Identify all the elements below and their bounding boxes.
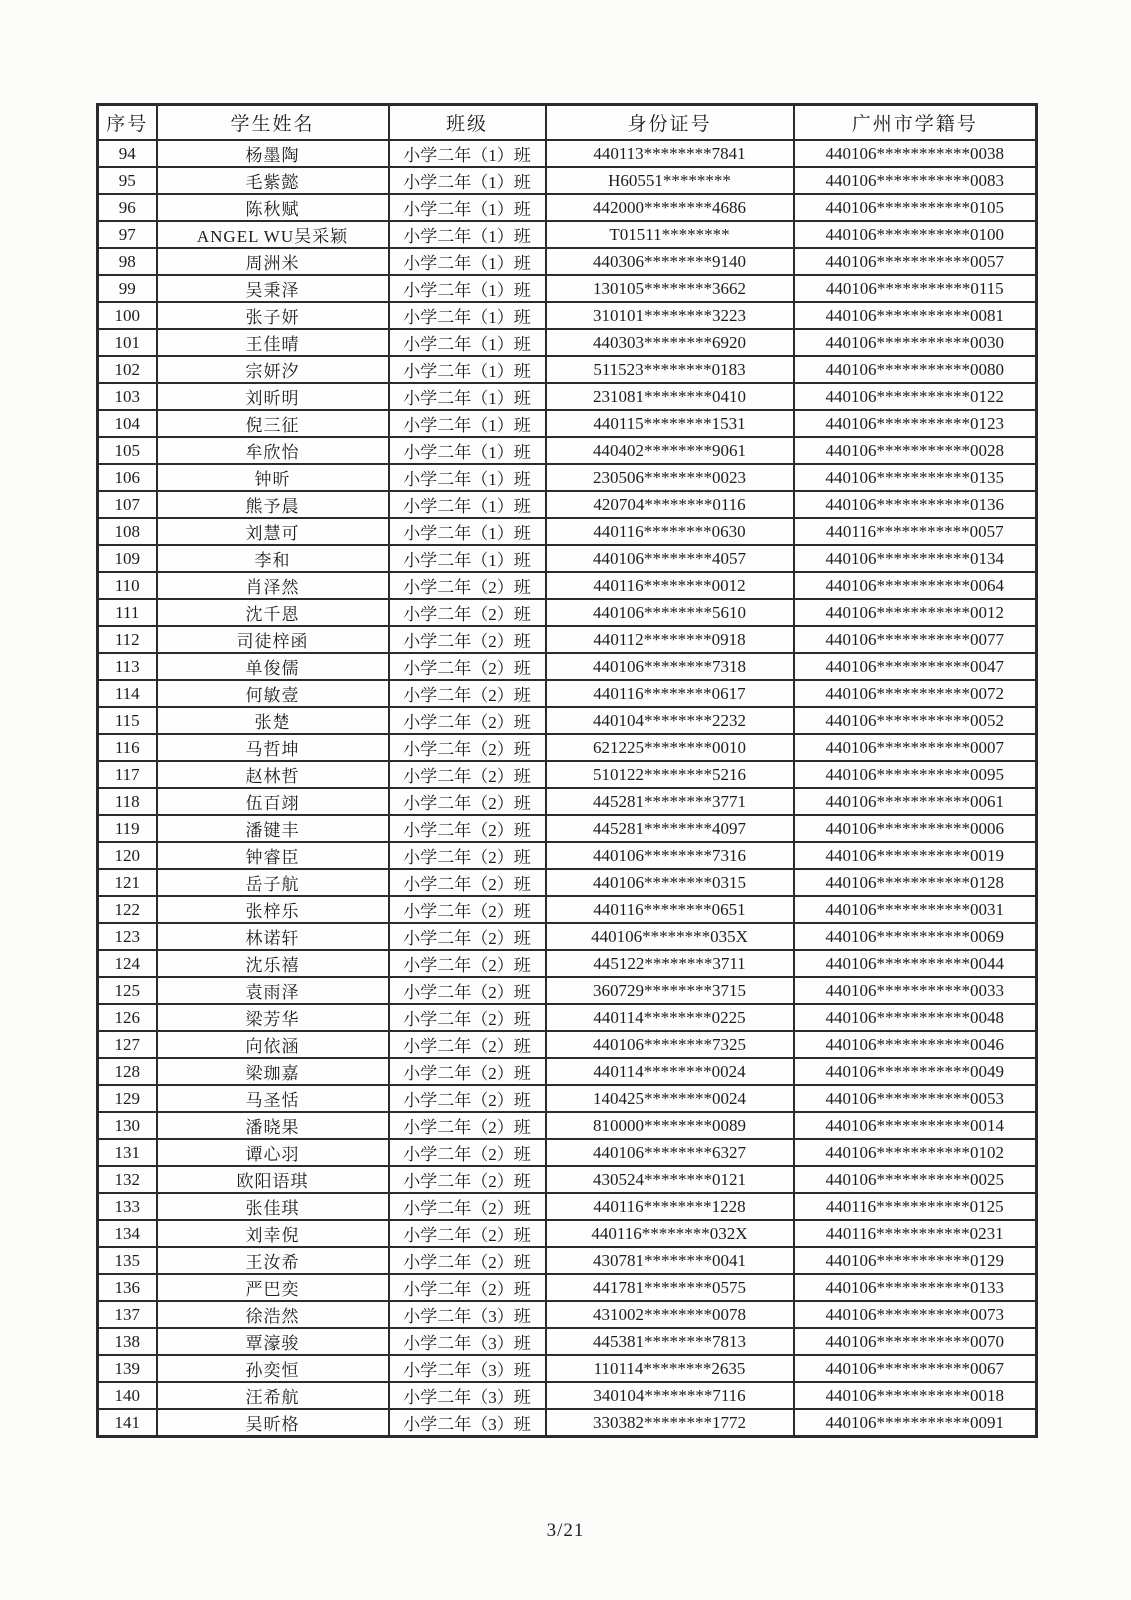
cell-student_number: 440106***********0091 bbox=[794, 1409, 1037, 1437]
cell-student_number: 440106***********0080 bbox=[794, 356, 1037, 383]
cell-id_number: 310101********3223 bbox=[546, 302, 794, 329]
cell-student_number: 440106***********0077 bbox=[794, 626, 1037, 653]
cell-student_number: 440106***********0069 bbox=[794, 923, 1037, 950]
cell-class_name: 小学二年（1）班 bbox=[389, 140, 546, 167]
cell-class_name: 小学二年（2）班 bbox=[389, 1193, 546, 1220]
cell-name: 宗妍汐 bbox=[157, 356, 389, 383]
cell-name: 司徒梓函 bbox=[157, 626, 389, 653]
cell-class_name: 小学二年（2）班 bbox=[389, 734, 546, 761]
cell-id_number: 445122********3711 bbox=[546, 950, 794, 977]
table-row bbox=[98, 626, 1037, 653]
cell-seq: 133 bbox=[98, 1193, 157, 1220]
table-row bbox=[98, 923, 1037, 950]
cell-id_number: 420704********0116 bbox=[546, 491, 794, 518]
cell-name: 袁雨泽 bbox=[157, 977, 389, 1004]
cell-name: 孙奕恒 bbox=[157, 1355, 389, 1382]
cell-student_number: 440106***********0128 bbox=[794, 869, 1037, 896]
cell-id_number: 340104********7116 bbox=[546, 1382, 794, 1409]
cell-class_name: 小学二年（3）班 bbox=[389, 1355, 546, 1382]
cell-seq: 139 bbox=[98, 1355, 157, 1382]
cell-student_number: 440106***********0007 bbox=[794, 734, 1037, 761]
cell-class_name: 小学二年（2）班 bbox=[389, 653, 546, 680]
cell-seq: 100 bbox=[98, 302, 157, 329]
cell-name: 伍百翊 bbox=[157, 788, 389, 815]
cell-name: 牟欣怡 bbox=[157, 437, 389, 464]
cell-seq: 120 bbox=[98, 842, 157, 869]
cell-seq: 138 bbox=[98, 1328, 157, 1355]
cell-student_number: 440106***********0070 bbox=[794, 1328, 1037, 1355]
table-row bbox=[98, 302, 1037, 329]
cell-student_number: 440106***********0083 bbox=[794, 167, 1037, 194]
cell-class_name: 小学二年（2）班 bbox=[389, 1058, 546, 1085]
cell-seq: 103 bbox=[98, 383, 157, 410]
cell-class_name: 小学二年（2）班 bbox=[389, 923, 546, 950]
cell-student_number: 440106***********0072 bbox=[794, 680, 1037, 707]
cell-student_number: 440106***********0018 bbox=[794, 1382, 1037, 1409]
cell-seq: 104 bbox=[98, 410, 157, 437]
cell-class_name: 小学二年（2）班 bbox=[389, 842, 546, 869]
cell-seq: 124 bbox=[98, 950, 157, 977]
cell-student_number: 440106***********0053 bbox=[794, 1085, 1037, 1112]
cell-class_name: 小学二年（2）班 bbox=[389, 788, 546, 815]
cell-student_number: 440106***********0033 bbox=[794, 977, 1037, 1004]
table-row bbox=[98, 140, 1037, 167]
cell-name: 向依涵 bbox=[157, 1031, 389, 1058]
cell-student_number: 440106***********0067 bbox=[794, 1355, 1037, 1382]
cell-seq: 111 bbox=[98, 599, 157, 626]
cell-id_number: 445381********7813 bbox=[546, 1328, 794, 1355]
cell-seq: 112 bbox=[98, 626, 157, 653]
cell-class_name: 小学二年（1）班 bbox=[389, 464, 546, 491]
cell-student_number: 440106***********0047 bbox=[794, 653, 1037, 680]
cell-id_number: 440116********1228 bbox=[546, 1193, 794, 1220]
cell-name: 单俊儒 bbox=[157, 653, 389, 680]
cell-class_name: 小学二年（1）班 bbox=[389, 329, 546, 356]
table-header-row bbox=[98, 105, 1037, 141]
table-row bbox=[98, 680, 1037, 707]
cell-id_number: 440106********5610 bbox=[546, 599, 794, 626]
cell-class_name: 小学二年（2）班 bbox=[389, 1004, 546, 1031]
cell-student_number: 440106***********0135 bbox=[794, 464, 1037, 491]
cell-class_name: 小学二年（2）班 bbox=[389, 950, 546, 977]
table-row bbox=[98, 356, 1037, 383]
cell-class_name: 小学二年（2）班 bbox=[389, 977, 546, 1004]
cell-seq: 110 bbox=[98, 572, 157, 599]
cell-id_number: 440402********9061 bbox=[546, 437, 794, 464]
cell-id_number: 440116********0012 bbox=[546, 572, 794, 599]
cell-id_number: 621225********0010 bbox=[546, 734, 794, 761]
cell-id_number: 440106********0315 bbox=[546, 869, 794, 896]
table-row bbox=[98, 275, 1037, 302]
cell-id_number: 440306********9140 bbox=[546, 248, 794, 275]
cell-student_number: 440106***********0048 bbox=[794, 1004, 1037, 1031]
cell-id_number: 442000********4686 bbox=[546, 194, 794, 221]
cell-name: 严巴奕 bbox=[157, 1274, 389, 1301]
table-row bbox=[98, 1301, 1037, 1328]
cell-name: 倪三征 bbox=[157, 410, 389, 437]
cell-seq: 128 bbox=[98, 1058, 157, 1085]
cell-id_number: 440113********7841 bbox=[546, 140, 794, 167]
table-row bbox=[98, 572, 1037, 599]
cell-class_name: 小学二年（2）班 bbox=[389, 680, 546, 707]
cell-id_number: 440106********6327 bbox=[546, 1139, 794, 1166]
cell-id_number: 440104********2232 bbox=[546, 707, 794, 734]
cell-name: 肖泽然 bbox=[157, 572, 389, 599]
cell-seq: 102 bbox=[98, 356, 157, 383]
cell-id_number: 230506********0023 bbox=[546, 464, 794, 491]
cell-name: 王汝希 bbox=[157, 1247, 389, 1274]
table-row bbox=[98, 761, 1037, 788]
cell-name: 欧阳语琪 bbox=[157, 1166, 389, 1193]
table-row bbox=[98, 1112, 1037, 1139]
cell-class_name: 小学二年（2）班 bbox=[389, 1166, 546, 1193]
cell-seq: 115 bbox=[98, 707, 157, 734]
table-row bbox=[98, 491, 1037, 518]
cell-seq: 114 bbox=[98, 680, 157, 707]
cell-id_number: 430524********0121 bbox=[546, 1166, 794, 1193]
cell-class_name: 小学二年（1）班 bbox=[389, 410, 546, 437]
cell-student_number: 440106***********0134 bbox=[794, 545, 1037, 572]
cell-name: 钟睿臣 bbox=[157, 842, 389, 869]
cell-seq: 141 bbox=[98, 1409, 157, 1437]
cell-name: 张楚 bbox=[157, 707, 389, 734]
cell-student_number: 440106***********0052 bbox=[794, 707, 1037, 734]
cell-seq: 135 bbox=[98, 1247, 157, 1274]
cell-class_name: 小学二年（2）班 bbox=[389, 1031, 546, 1058]
cell-seq: 97 bbox=[98, 221, 157, 248]
cell-class_name: 小学二年（2）班 bbox=[389, 1220, 546, 1247]
cell-seq: 136 bbox=[98, 1274, 157, 1301]
cell-id_number: 440116********0617 bbox=[546, 680, 794, 707]
table-row bbox=[98, 545, 1037, 572]
table-row bbox=[98, 599, 1037, 626]
cell-class_name: 小学二年（1）班 bbox=[389, 248, 546, 275]
cell-class_name: 小学二年（2）班 bbox=[389, 599, 546, 626]
cell-seq: 119 bbox=[98, 815, 157, 842]
table-row bbox=[98, 1193, 1037, 1220]
cell-name: 沈乐禧 bbox=[157, 950, 389, 977]
table-row bbox=[98, 329, 1037, 356]
cell-id_number: 510122********5216 bbox=[546, 761, 794, 788]
cell-name: 潘晓果 bbox=[157, 1112, 389, 1139]
header-class: 班级 bbox=[389, 105, 546, 141]
cell-id_number: 440115********1531 bbox=[546, 410, 794, 437]
table-row bbox=[98, 1355, 1037, 1382]
table-row bbox=[98, 1328, 1037, 1355]
cell-student_number: 440116***********0057 bbox=[794, 518, 1037, 545]
cell-name: 赵林哲 bbox=[157, 761, 389, 788]
cell-seq: 122 bbox=[98, 896, 157, 923]
cell-name: 钟昕 bbox=[157, 464, 389, 491]
cell-student_number: 440106***********0019 bbox=[794, 842, 1037, 869]
cell-seq: 116 bbox=[98, 734, 157, 761]
cell-student_number: 440106***********0044 bbox=[794, 950, 1037, 977]
table-row bbox=[98, 653, 1037, 680]
cell-seq: 131 bbox=[98, 1139, 157, 1166]
table-row bbox=[98, 1220, 1037, 1247]
cell-seq: 98 bbox=[98, 248, 157, 275]
cell-name: 覃濠骏 bbox=[157, 1328, 389, 1355]
cell-id_number: 440106********7325 bbox=[546, 1031, 794, 1058]
cell-class_name: 小学二年（1）班 bbox=[389, 167, 546, 194]
cell-id_number: 430781********0041 bbox=[546, 1247, 794, 1274]
cell-id_number: 440112********0918 bbox=[546, 626, 794, 653]
cell-class_name: 小学二年（3）班 bbox=[389, 1409, 546, 1437]
cell-id_number: 441781********0575 bbox=[546, 1274, 794, 1301]
cell-id_number: 231081********0410 bbox=[546, 383, 794, 410]
cell-class_name: 小学二年（1）班 bbox=[389, 356, 546, 383]
cell-student_number: 440116***********0125 bbox=[794, 1193, 1037, 1220]
cell-id_number: T01511******** bbox=[546, 221, 794, 248]
cell-seq: 105 bbox=[98, 437, 157, 464]
cell-seq: 96 bbox=[98, 194, 157, 221]
table-row bbox=[98, 1085, 1037, 1112]
table-row bbox=[98, 248, 1037, 275]
cell-student_number: 440106***********0073 bbox=[794, 1301, 1037, 1328]
cell-seq: 107 bbox=[98, 491, 157, 518]
cell-class_name: 小学二年（3）班 bbox=[389, 1328, 546, 1355]
cell-id_number: H60551******** bbox=[546, 167, 794, 194]
cell-student_number: 440106***********0115 bbox=[794, 275, 1037, 302]
cell-student_number: 440106***********0046 bbox=[794, 1031, 1037, 1058]
cell-id_number: 360729********3715 bbox=[546, 977, 794, 1004]
cell-student_number: 440106***********0102 bbox=[794, 1139, 1037, 1166]
cell-student_number: 440106***********0133 bbox=[794, 1274, 1037, 1301]
cell-seq: 129 bbox=[98, 1085, 157, 1112]
cell-name: 毛紫懿 bbox=[157, 167, 389, 194]
cell-name: 杨墨陶 bbox=[157, 140, 389, 167]
cell-name: 岳子航 bbox=[157, 869, 389, 896]
table-row bbox=[98, 1274, 1037, 1301]
cell-class_name: 小学二年（1）班 bbox=[389, 275, 546, 302]
cell-seq: 130 bbox=[98, 1112, 157, 1139]
cell-name: 周洲米 bbox=[157, 248, 389, 275]
table-row bbox=[98, 869, 1037, 896]
cell-student_number: 440106***********0064 bbox=[794, 572, 1037, 599]
table-row bbox=[98, 221, 1037, 248]
table-row bbox=[98, 707, 1037, 734]
table-row bbox=[98, 842, 1037, 869]
cell-seq: 140 bbox=[98, 1382, 157, 1409]
cell-seq: 137 bbox=[98, 1301, 157, 1328]
cell-student_number: 440106***********0030 bbox=[794, 329, 1037, 356]
cell-name: 潘键丰 bbox=[157, 815, 389, 842]
cell-seq: 121 bbox=[98, 869, 157, 896]
cell-seq: 95 bbox=[98, 167, 157, 194]
cell-name: 梁芳华 bbox=[157, 1004, 389, 1031]
cell-id_number: 330382********1772 bbox=[546, 1409, 794, 1437]
cell-id_number: 511523********0183 bbox=[546, 356, 794, 383]
cell-id_number: 440106********7316 bbox=[546, 842, 794, 869]
cell-id_number: 810000********0089 bbox=[546, 1112, 794, 1139]
cell-name: 谭心羽 bbox=[157, 1139, 389, 1166]
cell-id_number: 440303********6920 bbox=[546, 329, 794, 356]
cell-seq: 109 bbox=[98, 545, 157, 572]
cell-name: 李和 bbox=[157, 545, 389, 572]
cell-id_number: 440116********0651 bbox=[546, 896, 794, 923]
cell-class_name: 小学二年（2）班 bbox=[389, 1247, 546, 1274]
cell-name: 刘慧可 bbox=[157, 518, 389, 545]
cell-seq: 134 bbox=[98, 1220, 157, 1247]
cell-id_number: 440114********0024 bbox=[546, 1058, 794, 1085]
cell-class_name: 小学二年（2）班 bbox=[389, 896, 546, 923]
cell-name: 林诺轩 bbox=[157, 923, 389, 950]
cell-student_number: 440106***********0028 bbox=[794, 437, 1037, 464]
cell-seq: 108 bbox=[98, 518, 157, 545]
table-row bbox=[98, 1004, 1037, 1031]
cell-class_name: 小学二年（2）班 bbox=[389, 1139, 546, 1166]
cell-class_name: 小学二年（2）班 bbox=[389, 1274, 546, 1301]
cell-class_name: 小学二年（3）班 bbox=[389, 1301, 546, 1328]
table-row bbox=[98, 194, 1037, 221]
table-row bbox=[98, 1382, 1037, 1409]
cell-name: 刘幸倪 bbox=[157, 1220, 389, 1247]
cell-student_number: 440106***********0038 bbox=[794, 140, 1037, 167]
table-row bbox=[98, 734, 1037, 761]
table-row bbox=[98, 464, 1037, 491]
cell-id_number: 440116********0630 bbox=[546, 518, 794, 545]
cell-seq: 118 bbox=[98, 788, 157, 815]
cell-seq: 132 bbox=[98, 1166, 157, 1193]
cell-name: 王佳晴 bbox=[157, 329, 389, 356]
table-row bbox=[98, 788, 1037, 815]
cell-name: 陈秋赋 bbox=[157, 194, 389, 221]
cell-student_number: 440106***********0095 bbox=[794, 761, 1037, 788]
cell-name: ANGEL WU吴采颖 bbox=[157, 221, 389, 248]
cell-student_number: 440106***********0081 bbox=[794, 302, 1037, 329]
cell-seq: 94 bbox=[98, 140, 157, 167]
cell-class_name: 小学二年（1）班 bbox=[389, 221, 546, 248]
table-row bbox=[98, 1058, 1037, 1085]
table-row bbox=[98, 896, 1037, 923]
header-id-number: 身份证号 bbox=[546, 105, 794, 141]
cell-student_number: 440106***********0105 bbox=[794, 194, 1037, 221]
table-row bbox=[98, 437, 1037, 464]
cell-id_number: 440106********035X bbox=[546, 923, 794, 950]
cell-name: 徐浩然 bbox=[157, 1301, 389, 1328]
cell-name: 张子妍 bbox=[157, 302, 389, 329]
cell-class_name: 小学二年（1）班 bbox=[389, 383, 546, 410]
cell-seq: 101 bbox=[98, 329, 157, 356]
cell-seq: 99 bbox=[98, 275, 157, 302]
cell-id_number: 440106********7318 bbox=[546, 653, 794, 680]
cell-seq: 106 bbox=[98, 464, 157, 491]
cell-seq: 127 bbox=[98, 1031, 157, 1058]
cell-student_number: 440106***********0061 bbox=[794, 788, 1037, 815]
table-row bbox=[98, 383, 1037, 410]
table-row bbox=[98, 167, 1037, 194]
table-row bbox=[98, 410, 1037, 437]
cell-name: 刘昕明 bbox=[157, 383, 389, 410]
cell-class_name: 小学二年（2）班 bbox=[389, 761, 546, 788]
cell-student_number: 440106***********0100 bbox=[794, 221, 1037, 248]
header-seq: 序号 bbox=[98, 105, 157, 141]
page-number: 3/21 bbox=[546, 1520, 585, 1541]
cell-student_number: 440106***********0014 bbox=[794, 1112, 1037, 1139]
cell-class_name: 小学二年（1）班 bbox=[389, 491, 546, 518]
cell-id_number: 440114********0225 bbox=[546, 1004, 794, 1031]
table-row bbox=[98, 1031, 1037, 1058]
cell-class_name: 小学二年（1）班 bbox=[389, 545, 546, 572]
cell-class_name: 小学二年（3）班 bbox=[389, 1382, 546, 1409]
cell-class_name: 小学二年（2）班 bbox=[389, 626, 546, 653]
cell-student_number: 440116***********0231 bbox=[794, 1220, 1037, 1247]
cell-seq: 123 bbox=[98, 923, 157, 950]
cell-seq: 126 bbox=[98, 1004, 157, 1031]
cell-class_name: 小学二年（1）班 bbox=[389, 518, 546, 545]
cell-id_number: 440106********4057 bbox=[546, 545, 794, 572]
cell-name: 吴秉泽 bbox=[157, 275, 389, 302]
cell-class_name: 小学二年（2）班 bbox=[389, 869, 546, 896]
table-row bbox=[98, 1139, 1037, 1166]
cell-student_number: 440106***********0057 bbox=[794, 248, 1037, 275]
cell-name: 熊予晨 bbox=[157, 491, 389, 518]
student-table-body bbox=[98, 140, 1037, 1437]
cell-class_name: 小学二年（1）班 bbox=[389, 194, 546, 221]
header-student-name: 学生姓名 bbox=[157, 105, 389, 141]
cell-name: 张佳琪 bbox=[157, 1193, 389, 1220]
cell-id_number: 445281********3771 bbox=[546, 788, 794, 815]
cell-class_name: 小学二年（2）班 bbox=[389, 707, 546, 734]
cell-name: 张梓乐 bbox=[157, 896, 389, 923]
cell-name: 梁珈嘉 bbox=[157, 1058, 389, 1085]
cell-id_number: 431002********0078 bbox=[546, 1301, 794, 1328]
cell-name: 马哲坤 bbox=[157, 734, 389, 761]
table-row bbox=[98, 518, 1037, 545]
cell-student_number: 440106***********0049 bbox=[794, 1058, 1037, 1085]
table-row bbox=[98, 950, 1037, 977]
cell-student_number: 440106***********0123 bbox=[794, 410, 1037, 437]
table-row bbox=[98, 977, 1037, 1004]
cell-seq: 117 bbox=[98, 761, 157, 788]
cell-student_number: 440106***********0122 bbox=[794, 383, 1037, 410]
cell-class_name: 小学二年（2）班 bbox=[389, 815, 546, 842]
cell-id_number: 110114********2635 bbox=[546, 1355, 794, 1382]
cell-student_number: 440106***********0025 bbox=[794, 1166, 1037, 1193]
cell-student_number: 440106***********0031 bbox=[794, 896, 1037, 923]
cell-student_number: 440106***********0129 bbox=[794, 1247, 1037, 1274]
cell-class_name: 小学二年（2）班 bbox=[389, 1085, 546, 1112]
cell-name: 马圣恬 bbox=[157, 1085, 389, 1112]
cell-class_name: 小学二年（1）班 bbox=[389, 437, 546, 464]
cell-seq: 125 bbox=[98, 977, 157, 1004]
table-row bbox=[98, 1166, 1037, 1193]
cell-seq: 113 bbox=[98, 653, 157, 680]
cell-class_name: 小学二年（1）班 bbox=[389, 302, 546, 329]
cell-student_number: 440106***********0012 bbox=[794, 599, 1037, 626]
table-row bbox=[98, 1409, 1037, 1437]
cell-student_number: 440106***********0136 bbox=[794, 491, 1037, 518]
cell-name: 汪希航 bbox=[157, 1382, 389, 1409]
cell-name: 何敏壹 bbox=[157, 680, 389, 707]
student-roster-table bbox=[96, 103, 1038, 1438]
cell-student_number: 440106***********0006 bbox=[794, 815, 1037, 842]
cell-id_number: 440116********032X bbox=[546, 1220, 794, 1247]
cell-id_number: 140425********0024 bbox=[546, 1085, 794, 1112]
cell-name: 沈千恩 bbox=[157, 599, 389, 626]
cell-name: 吴昕格 bbox=[157, 1409, 389, 1437]
table-row bbox=[98, 815, 1037, 842]
cell-class_name: 小学二年（2）班 bbox=[389, 572, 546, 599]
table-row bbox=[98, 1247, 1037, 1274]
cell-id_number: 130105********3662 bbox=[546, 275, 794, 302]
cell-class_name: 小学二年（2）班 bbox=[389, 1112, 546, 1139]
header-student-number: 广州市学籍号 bbox=[794, 105, 1037, 141]
cell-id_number: 445281********4097 bbox=[546, 815, 794, 842]
